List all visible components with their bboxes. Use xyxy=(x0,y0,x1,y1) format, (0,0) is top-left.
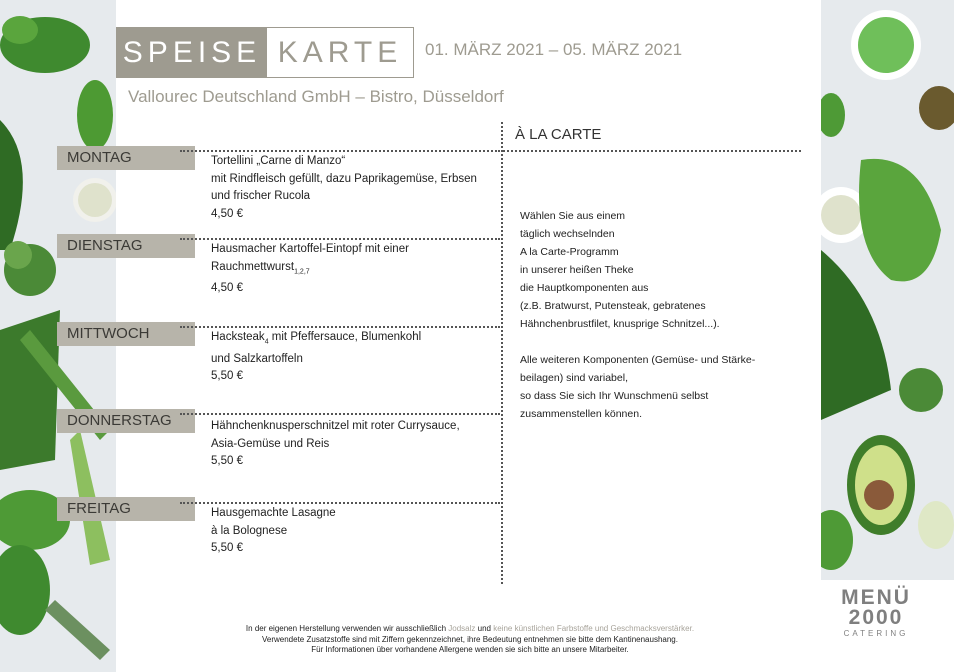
footer-highlight: Jodsalz xyxy=(448,624,476,633)
dish-line: Hausmacher Kartoffel-Eintopf mit einer xyxy=(211,243,409,255)
day-divider-montag xyxy=(180,150,500,152)
title-box xyxy=(116,27,414,78)
a-la-carte-title: À LA CARTE xyxy=(515,126,602,143)
alc-line: Hähnchenbrustfilet, knusprige Schnitzel...). xyxy=(520,318,720,330)
day-label-donnerstag: DONNERSTAG xyxy=(57,409,195,433)
alc-line: (z.B. Bratwurst, Putensteak, gebratenes xyxy=(520,300,706,312)
date-range: 01. MÄRZ 2021 – 05. MÄRZ 2021 xyxy=(425,40,683,59)
logo-line-1: MENÜ xyxy=(841,586,911,609)
dish-line: und frischer Rucola xyxy=(211,190,311,202)
vegetables-right-image xyxy=(821,0,954,580)
a-la-carte-divider xyxy=(503,150,801,152)
day-label-mittwoch: MITTWOCH xyxy=(57,322,195,346)
day-divider-freitag xyxy=(180,502,500,504)
footer-text: In der eigenen Herstellung verwenden wir ausschließlich xyxy=(245,624,447,633)
logo-line-3: CATERING xyxy=(843,629,909,638)
footer-line-3: Für Informationen über vorhandene Allergene wenden sie sich bitte an unsere Mitarbeiter. xyxy=(311,645,629,654)
dish-line-text: mit Pfeffersauce, Blumenkohl xyxy=(271,331,422,343)
dish-line: mit Rindfleisch gefüllt, dazu Paprikagemüse, Erbsen xyxy=(211,172,477,185)
dish-line-text: Rauchmettwurst xyxy=(211,260,295,273)
footer-note xyxy=(150,624,790,656)
dish-price: 4,50 € xyxy=(211,207,243,220)
alc-line: Alle weiteren Komponenten (Gemüse- und Stärke- xyxy=(520,354,756,366)
day-divider-mittwoch xyxy=(180,326,500,328)
footer-line-2: Verwendete Zusatzstoffe sind mit Ziffern gekennzeichnet, ihre Bedeutung entnehmen sie bitte dem Kantinenaushang. xyxy=(262,634,678,644)
additive-number: 1,2,7 xyxy=(294,267,310,275)
day-label-dienstag: DIENSTAG xyxy=(57,234,195,258)
additive-number: 4 xyxy=(264,338,269,346)
title-speise: SPEISE xyxy=(117,28,267,77)
alc-line: Wählen Sie aus einem xyxy=(520,210,626,222)
dish-line: und Salzkartoffeln xyxy=(211,352,303,365)
title-karte: KARTE xyxy=(277,36,403,69)
logo-line-2: 2000 xyxy=(848,606,904,629)
dish-line: à la Bolognese xyxy=(211,524,288,537)
dish-price: 5,50 € xyxy=(211,370,243,383)
alc-line: A la Carte-Programm xyxy=(520,246,619,258)
dish-line: Hausgemachte Lasagne xyxy=(211,507,336,519)
a-la-carte-description xyxy=(520,207,810,423)
dish-montag xyxy=(211,153,496,223)
menu2000-logo xyxy=(826,588,926,648)
day-divider-donnerstag xyxy=(180,413,500,415)
column-divider xyxy=(501,122,503,584)
dish-freitag xyxy=(211,505,496,558)
dish-line: Hähnchenknusperschnitzel mit roter Currysauce, xyxy=(211,420,460,432)
dish-line-text: Hacksteak xyxy=(211,331,265,343)
alc-line: zusammenstellen können. xyxy=(520,408,642,420)
paragraph-gap xyxy=(520,333,810,351)
dish-line: Asia-Gemüse und Reis xyxy=(211,437,330,450)
dish-dienstag xyxy=(211,241,496,298)
dish-line: Tortellini „Carne di Manzo“ xyxy=(211,155,346,167)
day-label-montag: MONTAG xyxy=(57,146,195,170)
dish-price: 5,50 € xyxy=(211,455,243,467)
dish-line xyxy=(211,329,496,351)
footer-text: und xyxy=(477,624,491,633)
footer-line-1 xyxy=(150,624,790,635)
dish-mittwoch xyxy=(211,329,496,386)
dish-donnerstag xyxy=(211,418,496,471)
footer-highlight: keine künstlichen Farbstoffe und Geschmacksverstärker. xyxy=(493,624,695,633)
dish-line xyxy=(211,259,496,281)
day-label-freitag: FREITAG xyxy=(57,497,195,521)
location-subtitle: Vallourec Deutschland GmbH – Bistro, Düsseldorf xyxy=(128,87,504,106)
alc-line: beilagen) sind variabel, xyxy=(520,372,628,384)
alc-line: in unserer heißen Theke xyxy=(520,264,634,276)
day-divider-dienstag xyxy=(180,238,500,240)
alc-line: die Hauptkomponenten aus xyxy=(520,282,649,294)
dish-price: 4,50 € xyxy=(211,282,243,295)
alc-line: täglich wechselnden xyxy=(520,228,615,240)
alc-line: so dass Sie sich Ihr Wunschmenü selbst xyxy=(520,390,709,402)
dish-price: 5,50 € xyxy=(211,542,243,554)
